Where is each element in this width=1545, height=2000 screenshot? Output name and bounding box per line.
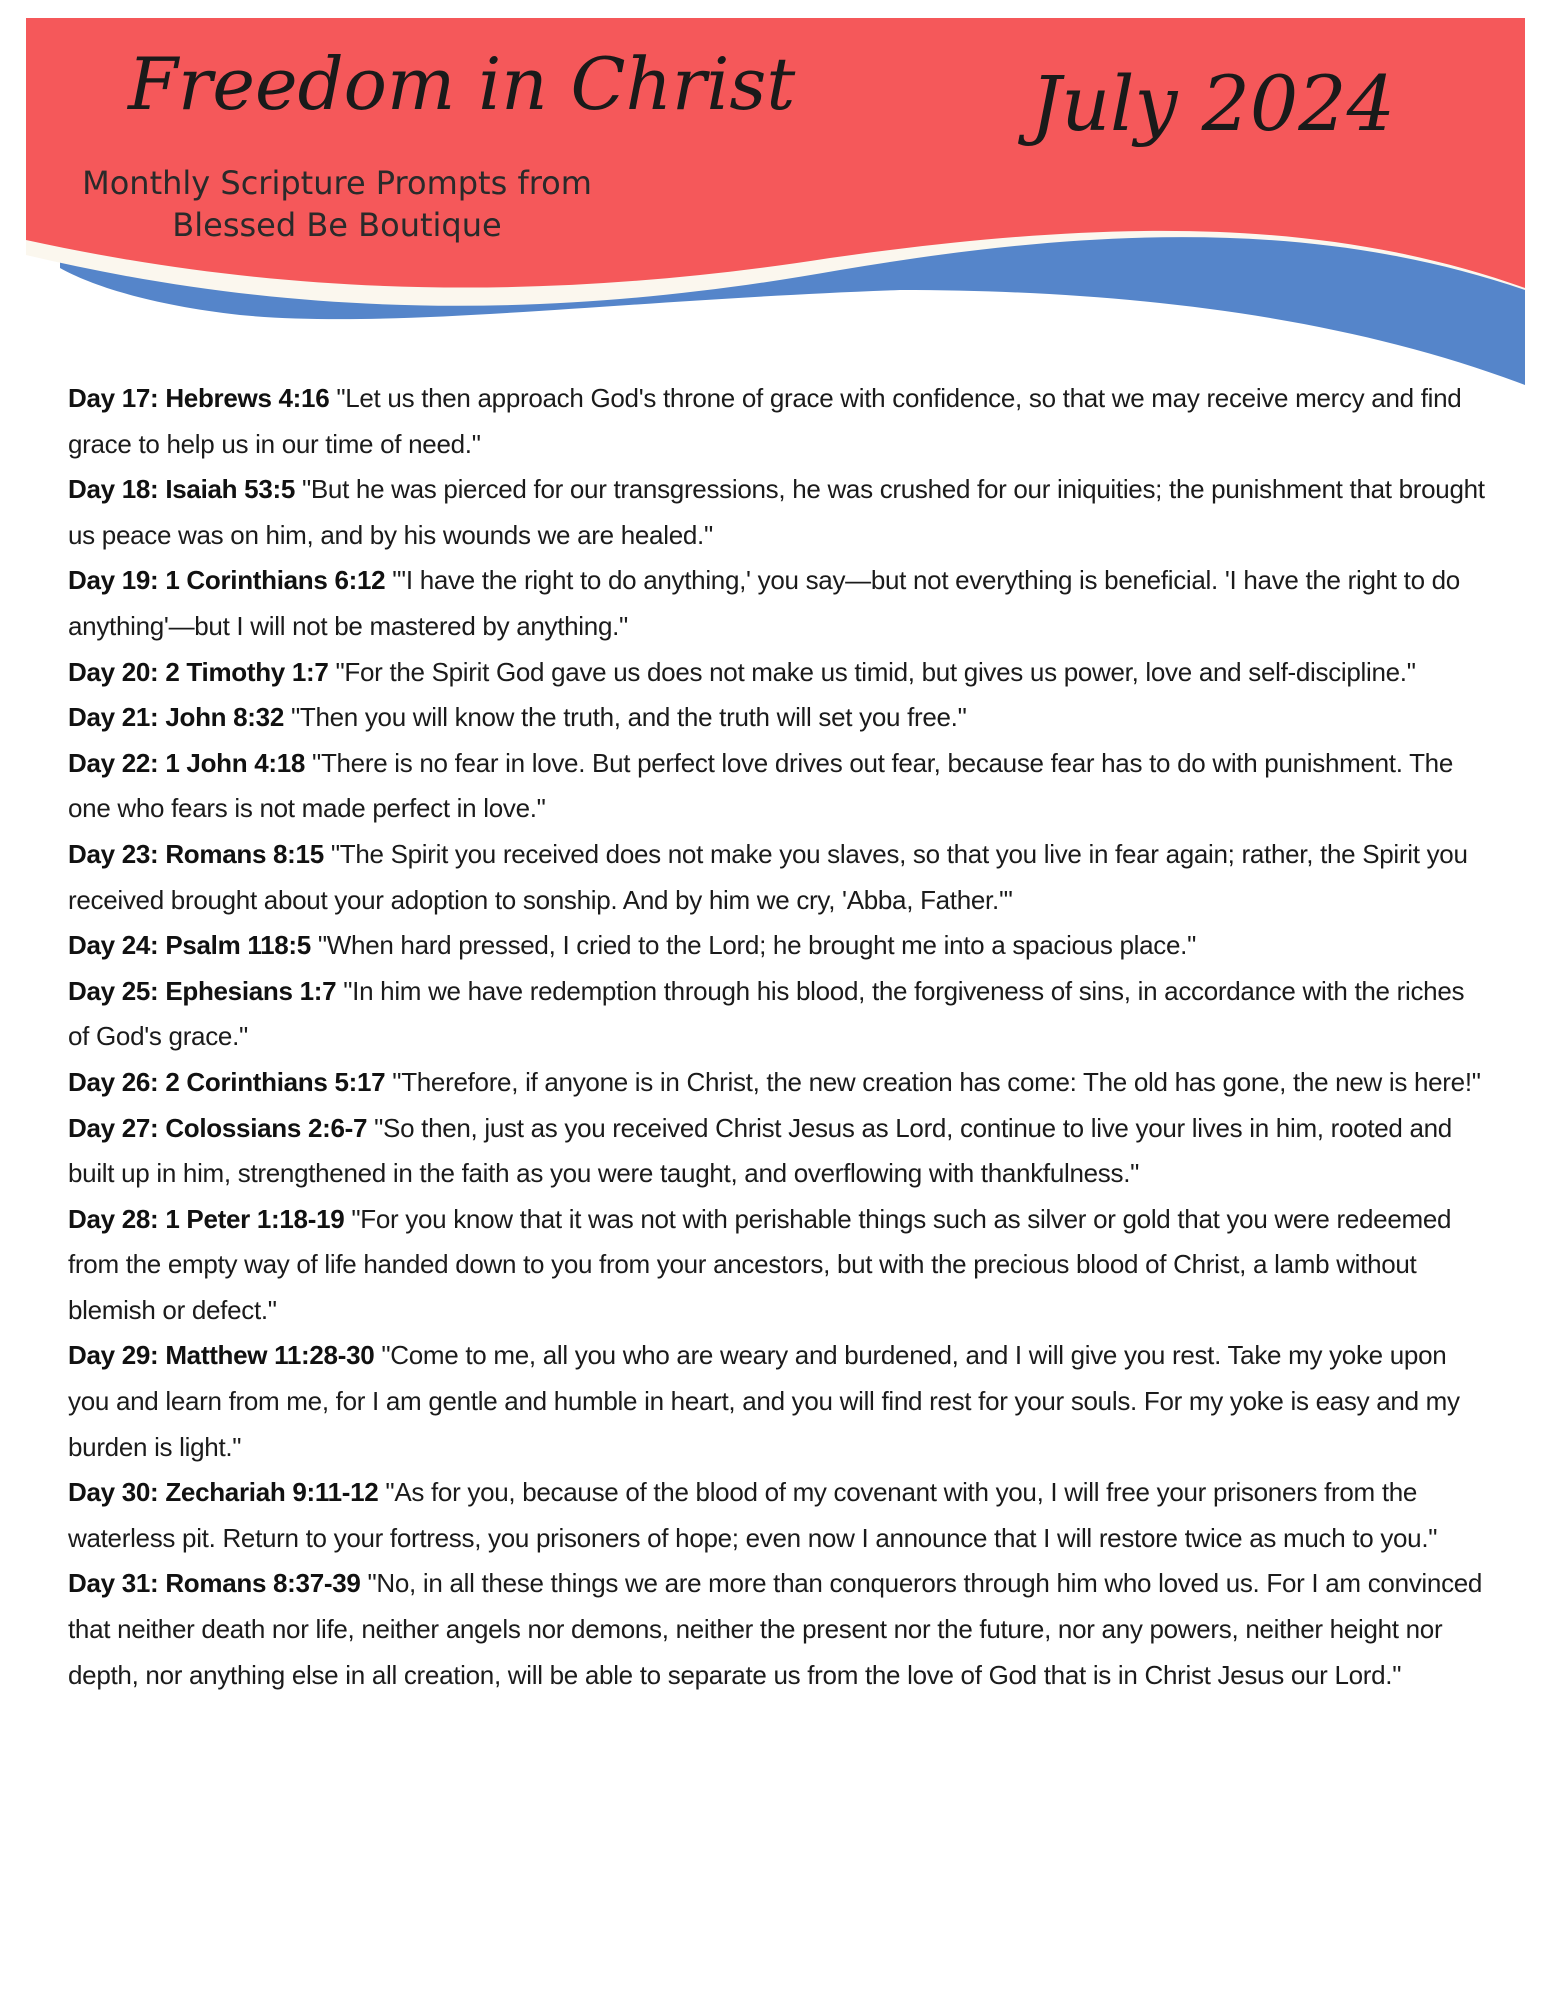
prompt-day-31: [68, 1561, 1488, 1698]
prompt-day-28: [68, 1197, 1488, 1334]
header-banner: [0, 0, 1545, 400]
prompt-verse: "As for you, because of the blood of my covenant with you, I will free your prisoners from the waterless pit. Return to your fortress, you prisoners of hope; even now I announce that I will restore twice as much to you.": [68, 1477, 1438, 1553]
prompt-day-29: [68, 1333, 1488, 1470]
prompt-day-24: [68, 923, 1488, 969]
month-label: July 2024: [1030, 59, 1395, 148]
prompt-day-21: [68, 695, 1488, 741]
prompt-reference: Day 28: 1 Peter 1:18-19: [68, 1203, 345, 1234]
prompt-verse: "No, in all these things we are more than conquerors through him who loved us. For I am convinced that neither death nor life, neither angels nor demons, neither the present nor the future, nor any powers, neither height nor depth, nor anything else in all creation, will be able to separate us from the love of God that is in Christ Jesus our Lord.": [68, 1568, 1483, 1690]
prompt-reference: Day 23: Romans 8:15: [68, 838, 324, 869]
prompt-day-26: [68, 1060, 1488, 1106]
prompt-reference: Day 25: Ephesians 1:7: [68, 975, 337, 1006]
brand-subtitle: Monthly Scripture Prompts from Blessed Be Boutique: [82, 164, 592, 244]
prompt-day-19: [68, 558, 1488, 649]
prompt-verse: "Then you will know the truth, and the truth will set you free.": [290, 702, 967, 733]
prompt-verse: "Come to me, all you who are weary and burdened, and I will give you rest. Take my yoke upon you and learn from me, for I am gentle and humble in heart, and you will find rest for your souls. For my yoke is easy and my burden is light.": [68, 1340, 1460, 1462]
prompt-reference: Day 22: 1 John 4:18: [68, 747, 306, 778]
prompt-day-18: [68, 467, 1488, 558]
prompt-reference: Day 20: 2 Timothy 1:7: [68, 656, 329, 687]
prompt-verse: "But he was pierced for our transgressions, he was crushed for our iniquities; the punishment that brought us peace was on him, and by his wounds we are healed.": [68, 474, 1485, 550]
prompt-reference: Day 21: John 8:32: [68, 702, 284, 733]
brand-title: Freedom in Christ: [128, 42, 796, 126]
prompt-verse: "For you know that it was not with perishable things such as silver or gold that you were redeemed from the empty way of life handed down to you from your ancestors, but with the precious blood of Christ, a lamb without blemish or defect.": [68, 1203, 1452, 1325]
prompt-verse: "In him we have redemption through his blood, the forgiveness of sins, in accordance with the riches of God's grace.": [68, 975, 1465, 1052]
prompt-verse: "There is no fear in love. But perfect love drives out fear, because fear has to do with punishment. The one who fears is not made perfect in love.": [68, 747, 1454, 824]
prompt-day-25: [68, 969, 1488, 1060]
prompt-reference: Day 17: Hebrews 4:16: [68, 383, 330, 413]
prompt-day-17: [68, 376, 1488, 467]
prompt-reference: Day 27: Colossians 2:6-7: [68, 1112, 368, 1143]
prompt-reference: Day 26: 2 Corinthians 5:17: [68, 1066, 386, 1097]
prompt-verse: "For the Spirit God gave us does not make us timid, but gives us power, love and self-discipline.": [335, 656, 1416, 687]
prompt-verse: "Let us then approach God's throne of grace with confidence, so that we may receive mercy and find grace to help us in our time of need.": [68, 383, 1462, 459]
prompt-day-23: [68, 832, 1488, 923]
prompt-verse: "Therefore, if anyone is in Christ, the new creation has come: The old has gone, the new is here!": [392, 1066, 1481, 1097]
prompt-reference: Day 31: Romans 8:37-39: [68, 1568, 361, 1599]
prompt-day-27: [68, 1106, 1488, 1197]
prompt-verse: "'I have the right to do anything,' you say—but not everything is beneficial. 'I have the right to do anything'—but I will not be mastered by anything.": [68, 565, 1460, 641]
prompt-reference: Day 30: Zechariah 9:11-12: [68, 1477, 379, 1508]
prompt-day-30: [68, 1470, 1488, 1561]
prompt-day-22: [68, 741, 1488, 832]
prompt-reference: Day 19: 1 Corinthians 6:12: [68, 565, 386, 596]
prompt-reference: Day 18: Isaiah 53:5: [68, 474, 295, 505]
prompt-day-20: [68, 650, 1488, 696]
prompt-reference: Day 29: Matthew 11:28-30: [68, 1340, 375, 1371]
prompt-verse: "When hard pressed, I cried to the Lord; he brought me into a spacious place.": [317, 930, 1196, 961]
prompt-reference: Day 24: Psalm 118:5: [68, 930, 311, 961]
scripture-prompt-list: [68, 376, 1488, 1698]
prompt-verse: "The Spirit you received does not make you slaves, so that you live in fear again; rather, the Spirit you received brought about your adoption to sonship. And by him we cry, 'Abba, Father.'": [68, 838, 1468, 915]
prompt-verse: "So then, just as you received Christ Jesus as Lord, continue to live your lives in him, rooted and built up in him, strengthened in the faith as you were taught, and overflowing with thankfulness.": [68, 1112, 1452, 1189]
